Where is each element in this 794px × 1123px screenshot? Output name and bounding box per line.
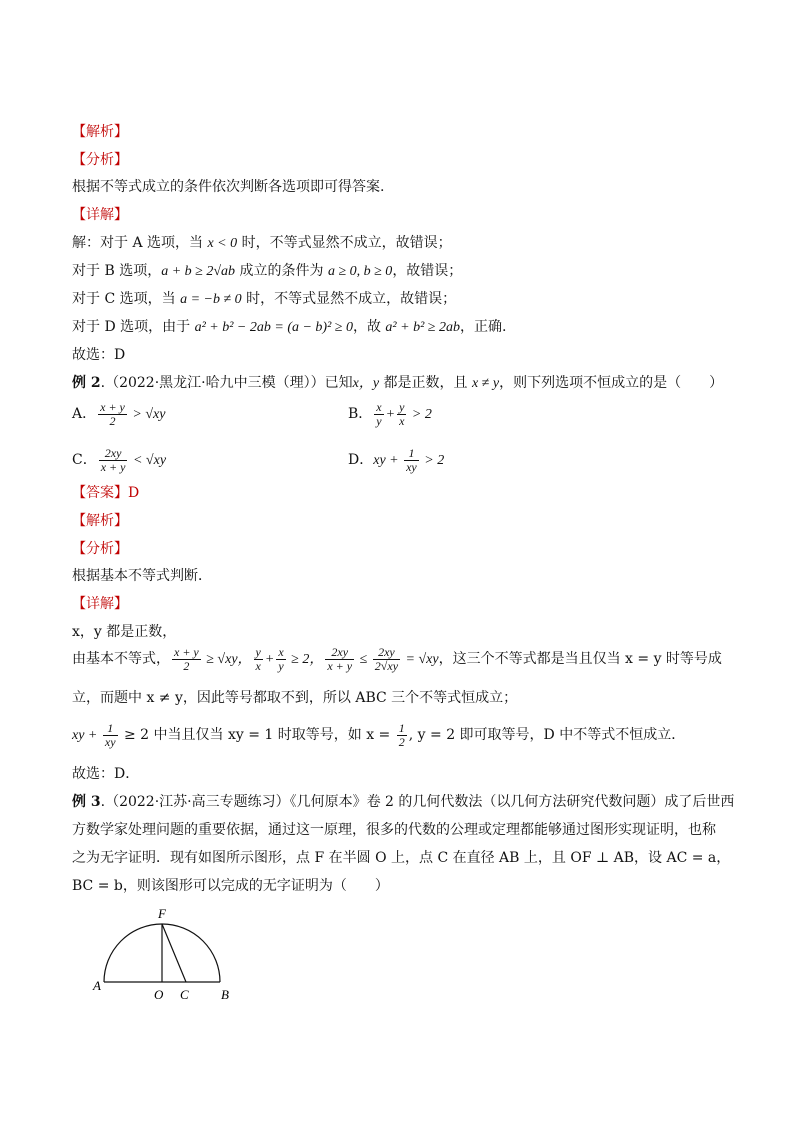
- detail2-line3: 立，而题中 x ≠ y，因此等号都取不到，所以 ABC 三个不等式恒成立；: [72, 690, 518, 706]
- label-a: A: [93, 978, 101, 993]
- jiexi-heading: 【解析】: [72, 124, 128, 140]
- answer-line-1: 故选：D: [72, 347, 126, 363]
- example3-line1: 例 3.（2022·江苏·高三专题练习）《几何原本》卷 2 的几何代数法（以几何方法研究代数问题）成了后世西: [72, 794, 735, 810]
- example3-line2: 方数学家处理问题的重要依据，通过这一原理，很多的代数的公理或定理都能够通过图形实现证明，也称: [72, 822, 716, 838]
- option-b: B． $\frac{x}{y}$ + $\frac{y}{x}$ > 2: [348, 399, 432, 428]
- detail-line-b: 对于 B 选项，a + b ≥ 2√ab 成立的条件为 a ≥ 0, b ≥ 0，故错误；: [72, 263, 463, 279]
- jiexi-heading-2: 【解析】: [72, 513, 128, 529]
- segment-fc: [162, 924, 186, 982]
- example3-line4: BC = b，则该图形可以完成的无字证明为（ ）: [72, 878, 389, 894]
- fenxi-heading-2: 【分析】: [72, 541, 128, 557]
- example3-line3: 之为无字证明．现有如图所示图形，点 F 在半圆 O 上，点 C 在直径 AB 上，且 OF ⊥ AB，设 AC = a，: [72, 850, 731, 866]
- detail2-line1: x，y 都是正数，: [72, 624, 177, 640]
- detail-line-a: 解：对于 A 选项，当 x < 0 时，不等式显然不成立，故错误；: [72, 235, 452, 251]
- answer-heading-2: 【答案】D: [72, 485, 140, 501]
- fenxi-heading: 【分析】: [72, 152, 128, 168]
- fenxi-text: 根据不等式成立的条件依次判断各选项即可得答案.: [72, 179, 385, 195]
- label-b: B: [221, 987, 229, 1002]
- label-o: O: [154, 987, 164, 1002]
- option-c: C． $\frac{2xy}{x + y}$ < √xy: [72, 445, 167, 474]
- xiangjie-heading: 【详解】: [72, 207, 128, 223]
- option-a: A． $\frac{x + y}{2}$ > √xy: [72, 399, 166, 428]
- xiangjie-heading-2: 【详解】: [72, 596, 128, 612]
- detail-line-d: 对于 D 选项，由于 a² + b² − 2ab = (a − b)² ≥ 0，故 a² + b² ≥ 2ab，正确.: [72, 319, 507, 335]
- semicircle-figure: [88, 902, 248, 1007]
- answer-line-2: 故选：D．: [72, 766, 140, 782]
- label-c: C: [180, 987, 189, 1002]
- fenxi-text-2: 根据基本不等式判断．: [72, 568, 212, 584]
- detail-line-c: 对于 C 选项，当 a = −b ≠ 0 时，不等式显然不成立，故错误；: [72, 291, 457, 307]
- detail2-line4: xy + $\frac{1}{xy}$ ≥ 2 中当且仅当 xy = 1 时取等号，如 x = $\frac{1}{2}$ , y = 2 即可取等号，D 中不等式不恒成立．: [72, 720, 686, 749]
- example2-question: 例 2.（2022·黑龙江·哈九中三模（理））已知x，y 都是正数，且 x ≠ y，则下列选项不恒成立的是（ ）: [72, 375, 724, 391]
- label-f: F: [158, 906, 166, 921]
- detail2-line2: 由基本不等式， $\frac{x + y}{2}$ ≥ √xy， $\frac{y}{x}$ + $\frac{x}{y}$ ≥ 2， $\frac{2xy}{x + y}$ ≤ $\frac{2xy}{2√xy}$ = √xy，这三个不等式都是当且仅当 x = y 时等号成: [72, 644, 722, 673]
- option-d: D．xy + $\frac{1}{xy}$ > 2: [348, 445, 445, 474]
